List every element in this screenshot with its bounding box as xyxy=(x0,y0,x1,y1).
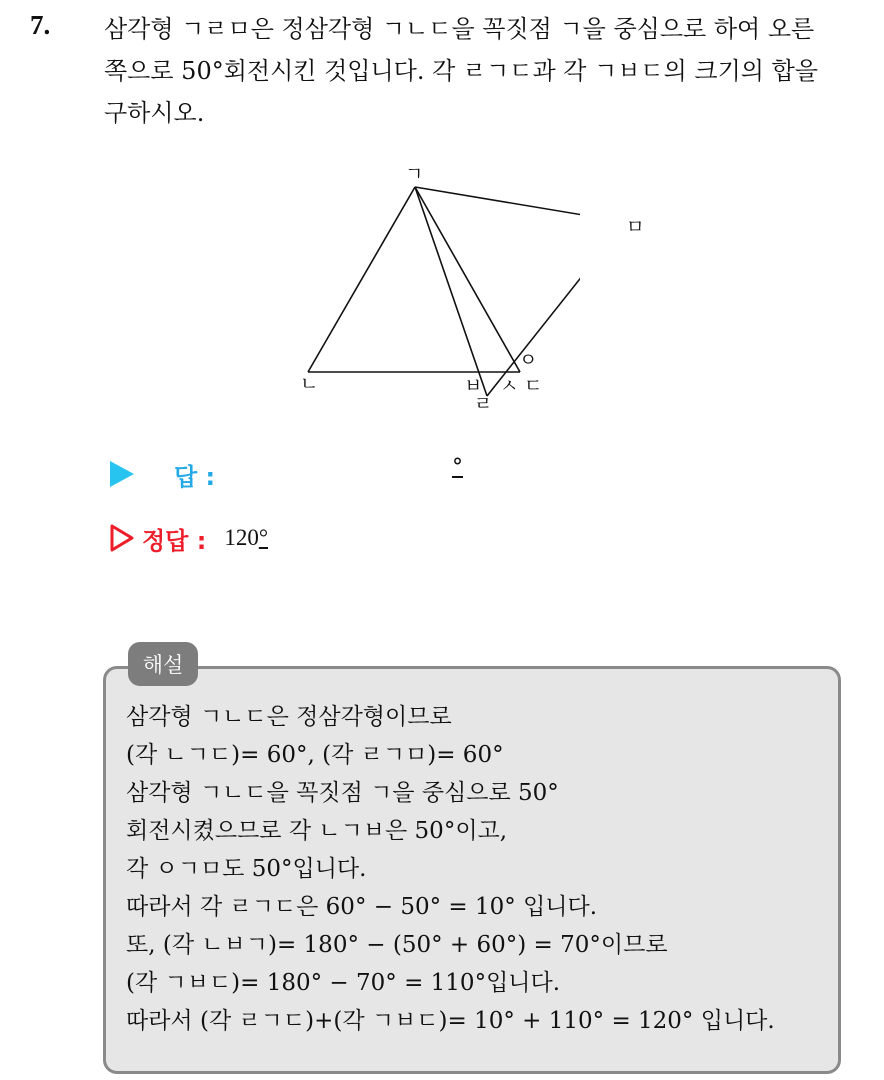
edge-giyeok-nieun xyxy=(308,187,415,372)
label-digeut: ㄷ xyxy=(524,375,543,397)
label-bieup: ㅂ xyxy=(464,375,483,397)
solution-line: (각 ㄴㄱㄷ)= 60°, (각 ㄹㄱㅁ)= 60° xyxy=(126,742,504,768)
answer-blank-unit[interactable]: ° xyxy=(452,455,463,480)
correct-answer-row xyxy=(110,518,268,558)
question-line: 쪽으로 50°회전시킨 것입니다. 각 ㄹㄱㄷ과 각 ㄱㅂㄷ의 크기의 합을 xyxy=(104,57,818,85)
question-line: 삼각형 ㄱㄹㅁ은 정삼각형 ㄱㄴㄷ을 꼭짓점 ㄱ을 중심으로 하여 오른 xyxy=(104,15,815,43)
question-line: 구하시오. xyxy=(104,99,205,127)
edge-giyeok-digeut xyxy=(415,187,520,372)
question-number: 7. xyxy=(30,10,51,40)
question-text xyxy=(104,8,864,134)
outline-triangle-icon xyxy=(110,524,134,552)
label-giyeok: ㄱ xyxy=(405,163,424,185)
label-nieun: ㄴ xyxy=(300,373,319,395)
edge-giyeok-rieul xyxy=(415,187,487,396)
correct-answer-value xyxy=(224,525,268,551)
edge-giyeok-mieum xyxy=(415,187,580,222)
solution-line: 각 ㅇㄱㅁ도 50°입니다. xyxy=(126,856,367,882)
solution-line: 또, (각 ㄴㅂㄱ)= 180° − (50° + 60°) = 70°이므로 xyxy=(126,932,668,958)
label-siot: ㅅ xyxy=(500,375,519,397)
label-ieung: ㅇ xyxy=(519,349,538,371)
solution-tab: 해설 xyxy=(128,642,198,686)
label-mieum: ㅁ xyxy=(626,216,645,238)
solution-line: 삼각형 ㄱㄴㄷ은 정삼각형이므로 xyxy=(126,704,452,730)
correct-answer-number: 120 xyxy=(224,525,259,550)
label-rieul: ㄹ xyxy=(474,393,493,415)
answer-row xyxy=(110,454,215,494)
play-triangle-icon xyxy=(110,461,134,487)
correct-answer-label: 정답 : xyxy=(142,526,207,555)
solution-line: 회전시켰으므로 각 ㄴㄱㅂ은 50°이고, xyxy=(126,818,508,844)
solution-line: (각 ㄱㅂㄷ)= 180° − 70° = 110°입니다. xyxy=(126,970,561,996)
correct-answer-unit: ° xyxy=(258,525,269,550)
answer-label: 답 : xyxy=(174,462,216,491)
solution-text xyxy=(126,698,775,1040)
solution-line: 따라서 (각 ㄹㄱㄷ)+(각 ㄱㅂㄷ)= 10° + 110° = 120° 입니다. xyxy=(126,1008,775,1034)
solution-line: 삼각형 ㄱㄴㄷ을 꼭짓점 ㄱ을 중심으로 50° xyxy=(126,780,559,806)
mieum-vertex xyxy=(620,220,630,230)
solution-line: 따라서 각 ㄹㄱㄷ은 60° − 50° = 10° 입니다. xyxy=(126,894,598,920)
rotation-figure xyxy=(280,160,580,420)
